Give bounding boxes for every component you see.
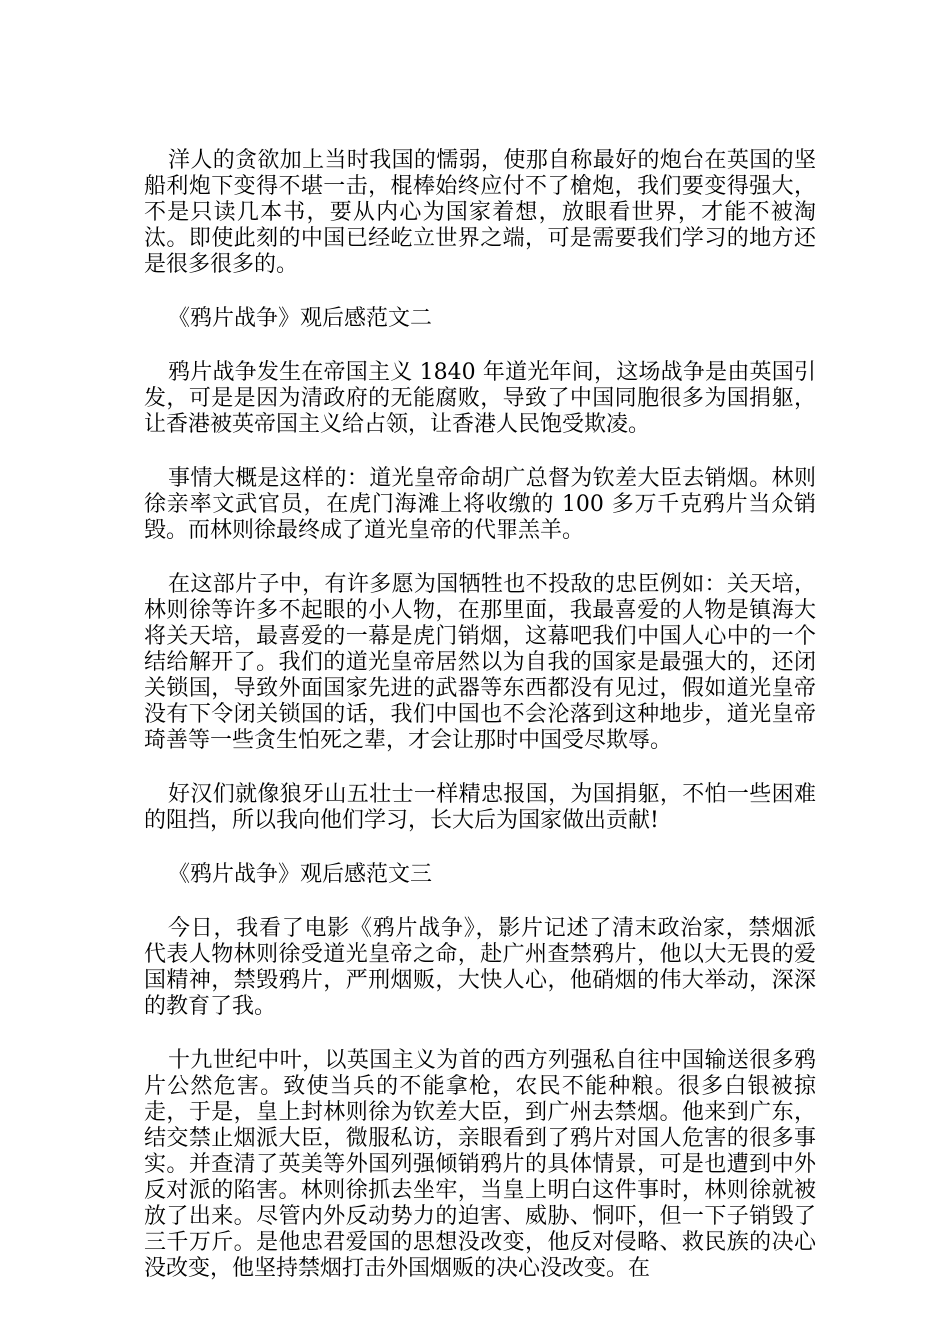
section-heading-essay-three: 《鸦片战争》观后感范文三 <box>168 862 433 887</box>
paragraph-intro: 洋人的贪欲加上当时我国的懦弱，使那自称最好的炮台在英国的坚船利炮下变得不堪一击，棍棒始终应付不了槍炮，我们要变得强大，不是只读几本书，要从内心为国家着想，放眼看世界，才能不被淘汰。即使此刻的中国已经屹立世界之端，可是需要我们学习的地方还是很多很多的。 <box>144 148 816 277</box>
paragraph-essay-three-1: 今日，我看了电影《鸦片战争》，影片记述了清末政治家，禁烟派代表人物林则徐受道光皇帝之命，赴广州查禁鸦片，他以大无畏的爱国精神，禁毁鸦片，严刑烟贩，大快人心，他硝烟的伟大举动，深深的教育了我。 <box>144 916 816 1019</box>
document-body <box>144 148 816 1282</box>
paragraph-essay-two-2: 事情大概是这样的：道光皇帝命胡广总督为钦差大臣去销烟。林则徐亲率文武官员，在虎门海滩上将收缴的 100 多万千克鸦片当众销毁。而林则徐最终成了道光皇帝的代罪羔羊。 <box>144 466 816 543</box>
paragraph-essay-three-2: 十九世纪中叶，以英国主义为首的西方列强私自往中国输送很多鸦片公然危害。致使当兵的不能拿枪，农民不能种粮。很多白银被掠走，于是，皇上封林则徐为钦差大臣，到广州去禁烟。他来到广东，结交禁止烟派大臣，微服私访，亲眼看到了鸦片对国人危害的很多事实。并查清了英美等外国列强倾销鸦片的具体情景，可是也遭到中外反对派的陷害。林则徐抓去坐牢，当皇上明白这件事时，林则徐就被放了出来。尽管内外反动势力的迫害、威胁、恫吓，但一下子销毁了三千万斤。是他忠君爱国的思想没改变，他反对侵略、救民族的决心没改变，他坚持禁烟打击外国烟贩的决心没改变。在 <box>144 1048 816 1281</box>
paragraph-essay-two-4: 好汉们就像狼牙山五壮士一样精忠报国，为国捐躯，不怕一些困难的阻挡，所以我向他们学习，长大后为国家做出贡献! <box>144 782 816 833</box>
paragraph-essay-two-3: 在这部片子中，有许多愿为国牺牲也不投敌的忠臣例如：关天培，林则徐等许多不起眼的小人物，在那里面，我最喜爱的人物是镇海大将关天培，最喜爱的一幕是虎门销烟，这幕吧我们中国人心中的一个结给解开了。我们的道光皇帝居然以为自我的国家是最强大的，还闭关锁国，导致外面国家先进的武器等东西都没有见过，假如道光皇帝没有下令闭关锁国的话，我们中国也不会沦落到这种地步，道光皇帝琦善等一些贪生怕死之辈，才会让那时中国受尽欺辱。 <box>144 572 816 753</box>
paragraph-essay-two-1: 鸦片战争发生在帝国主义 1840 年道光年间，这场战争是由英国引发，可是是因为清政府的无能腐败，导致了中国同胞很多为国捐躯，让香港被英帝国主义给占领，让香港人民饱受欺凌。 <box>144 360 816 437</box>
section-heading-essay-two: 《鸦片战争》观后感范文二 <box>168 306 433 331</box>
